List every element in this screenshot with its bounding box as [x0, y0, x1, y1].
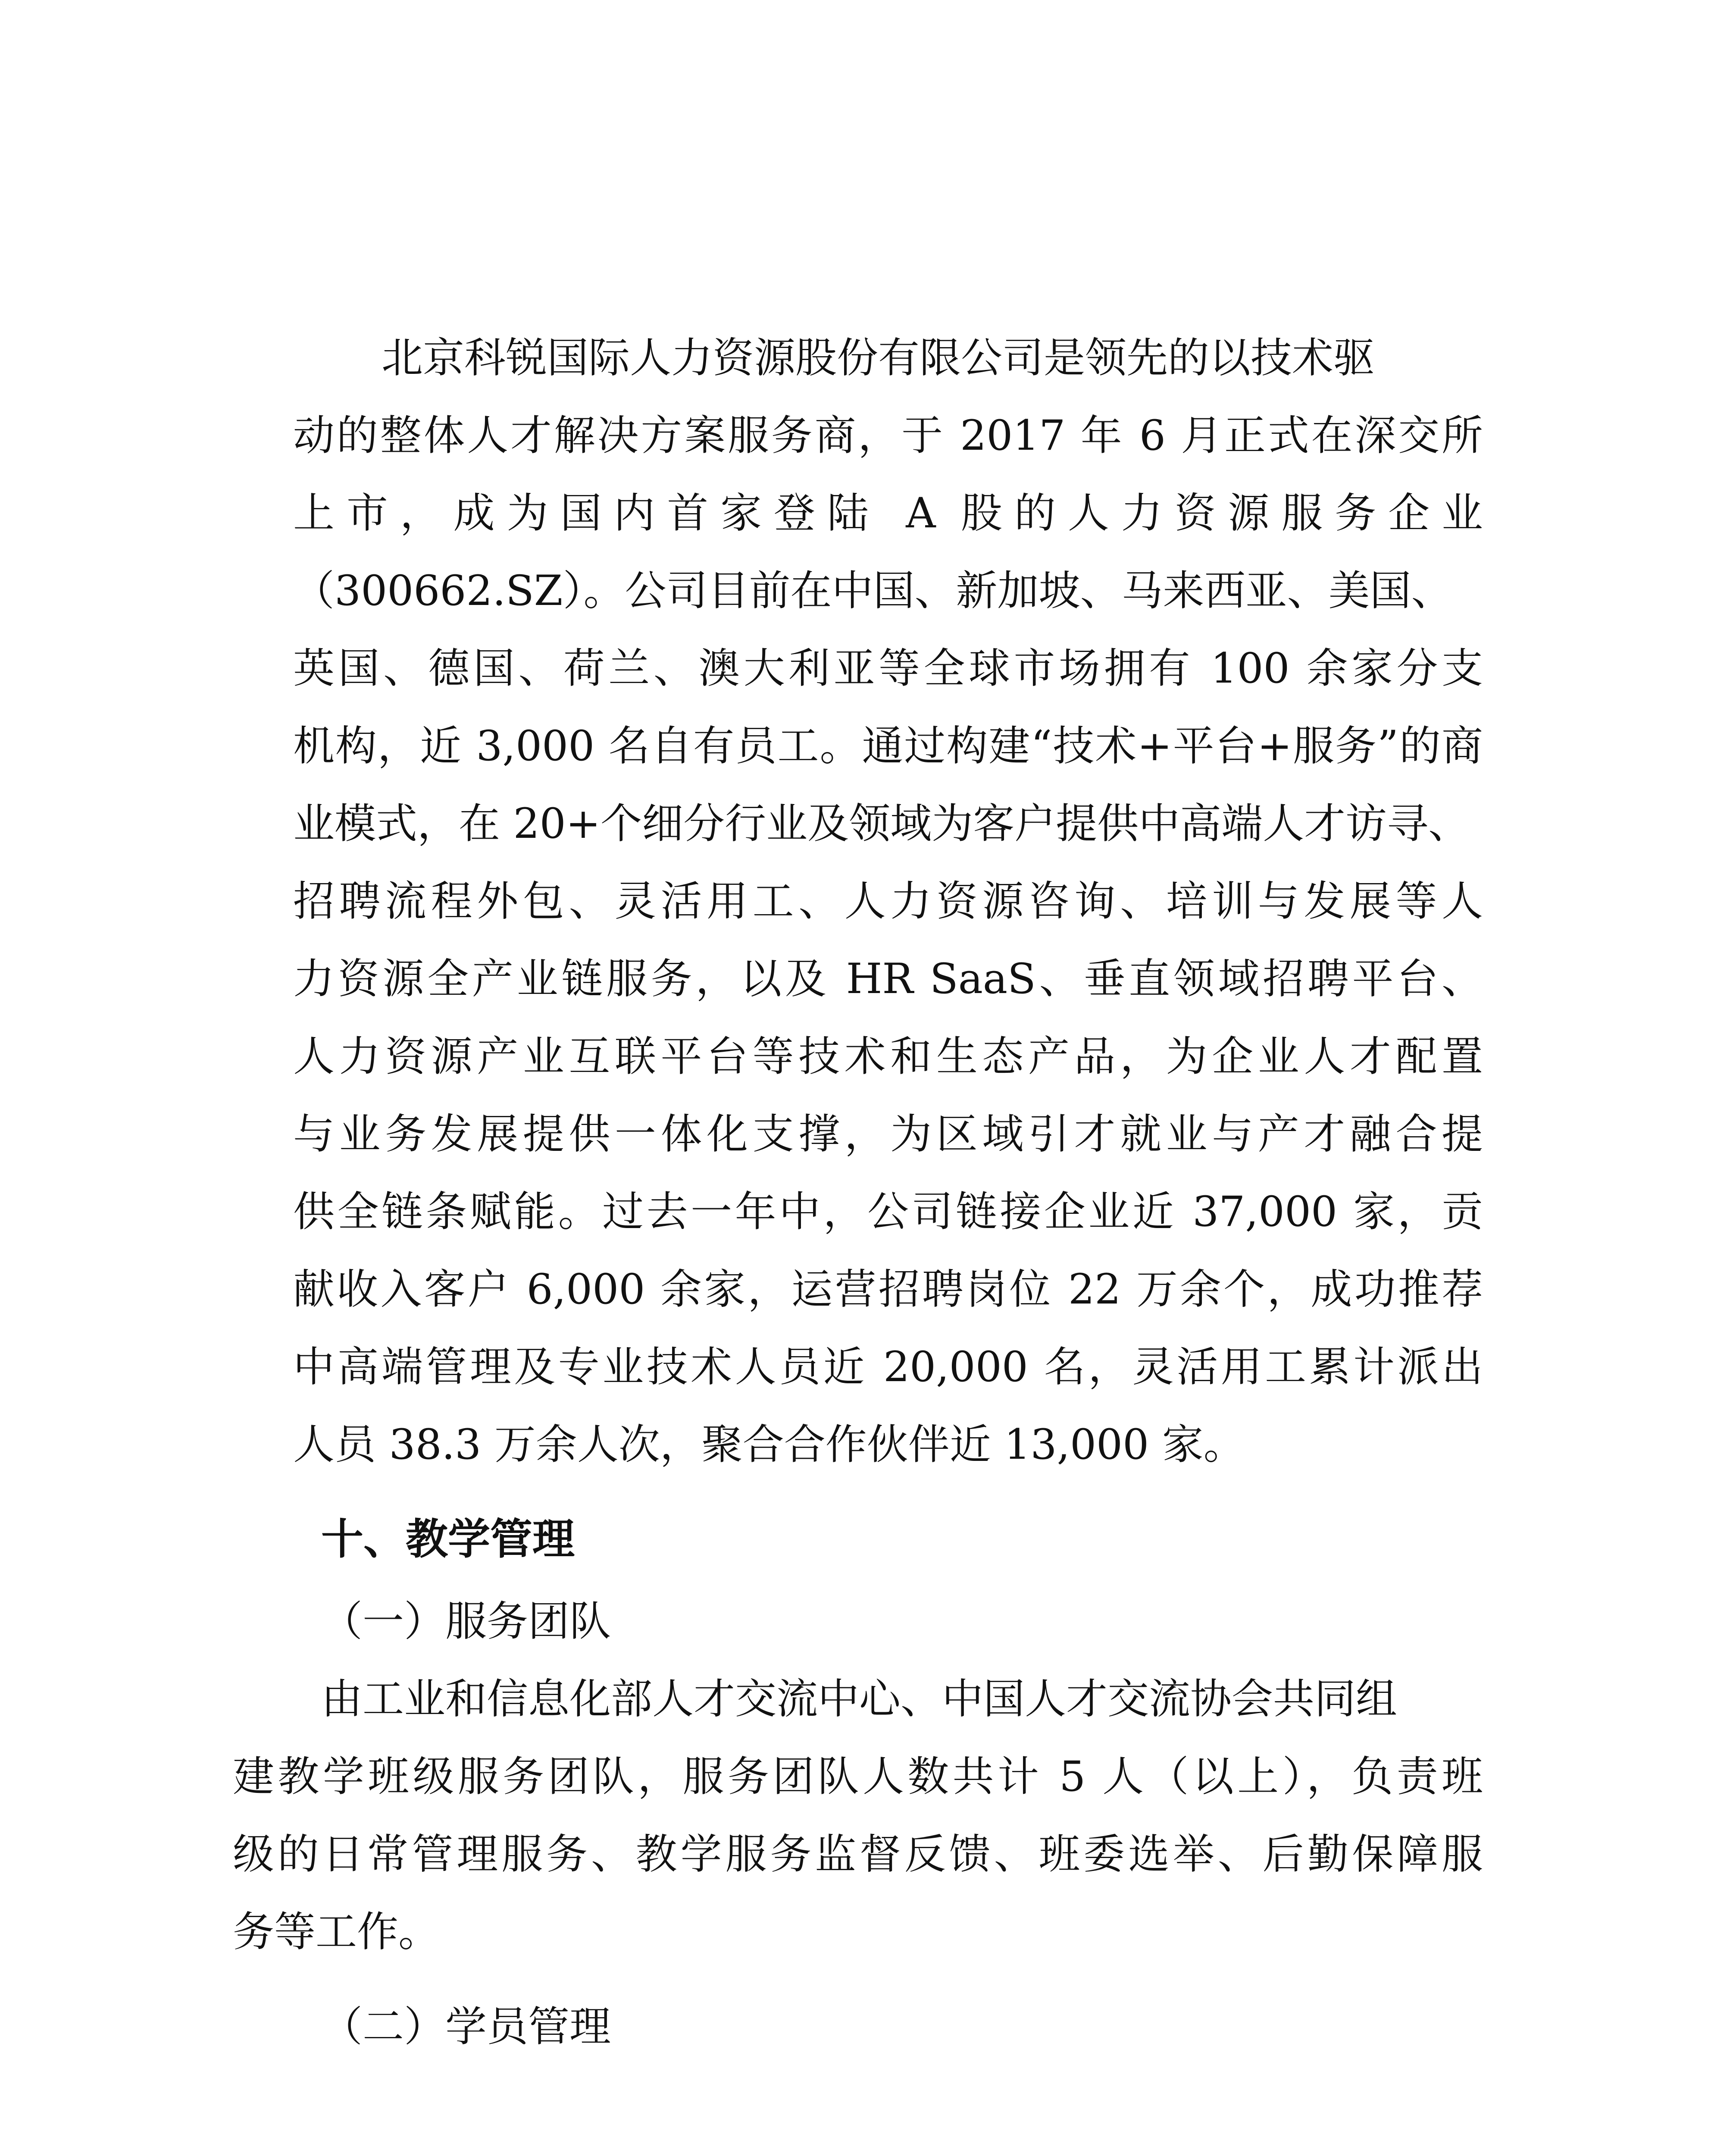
section-heading: 十、教学管理: [321, 1515, 575, 1564]
paragraph-line: 人员 38.3 万余人次，聚合合作伙伴近 13,000 家。: [293, 1420, 1245, 1469]
paragraph-line: 力资源全产业链服务，以及 HR SaaS、垂直领域招聘平台、: [293, 955, 1483, 1003]
subsection-title: （二）学员管理: [321, 2002, 611, 2051]
paragraph-line: 业模式，在 20+个细分行业及领域为客户提供中高端人才访寻、: [293, 799, 1470, 848]
paragraph-line: 人力资源产业互联平台等技术和生态产品，为企业人才配置: [293, 1032, 1483, 1081]
paragraph-line: 机构，近 3,000 名自有员工。通过构建“技术+平台+服务”的商: [293, 722, 1483, 770]
paragraph-line: 英国、德国、荷兰、澳大利亚等全球市场拥有 100 余家分支: [293, 644, 1483, 693]
paragraph-line: 上市，成为国内首家登陆 A 股的人力资源服务企业: [293, 489, 1483, 537]
paragraph-line: 招聘流程外包、灵活用工、人力资源咨询、培训与发展等人: [293, 877, 1483, 925]
paragraph-line: 献收入客户 6,000 余家，运营招聘岗位 22 万余个，成功推荐: [293, 1265, 1483, 1313]
subsection-title: （一）服务团队: [321, 1597, 611, 1645]
paragraph-line: （300662.SZ）。公司目前在中国、新加坡、马来西亚、美国、: [293, 567, 1453, 615]
paragraph-line: 北京科锐国际人力资源股份有限公司是领先的以技术驱: [382, 334, 1375, 382]
paragraph-line: 级的日常管理服务、教学服务监督反馈、班委选举、后勤保障服: [233, 1830, 1483, 1878]
paragraph-line: 建教学班级服务团队，服务团队人数共计 5 人（以上），负责班: [233, 1752, 1483, 1801]
paragraph-line: 中高端管理及专业技术人员近 20,000 名，灵活用工累计派出: [293, 1343, 1483, 1391]
paragraph-line: 与业务发展提供一体化支撑，为区域引才就业与产才融合提: [293, 1110, 1483, 1158]
paragraph-line: 供全链条赋能。过去一年中，公司链接企业近 37,000 家，贡: [293, 1188, 1483, 1236]
paragraph-line: 动的整体人才解决方案服务商，于 2017 年 6 月正式在深交所: [293, 411, 1483, 460]
paragraph-line: 务等工作。: [233, 1908, 440, 1956]
paragraph-line: 由工业和信息化部人才交流中心、中国人才交流协会共同组: [321, 1675, 1397, 1723]
